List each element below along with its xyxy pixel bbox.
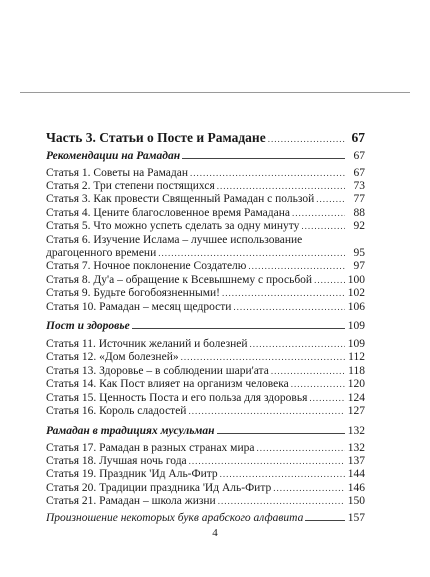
entry-title: Статья 14. Как Пост влияет на организм человека xyxy=(46,378,289,391)
dot-leader xyxy=(189,456,345,466)
entry-page: 146 xyxy=(347,481,365,494)
entry-title: Статья 16. Король сладостей xyxy=(46,404,187,417)
appendix-title: Произношение некоторых букв арабского алфавита xyxy=(46,512,304,524)
entry-page: 97 xyxy=(353,260,365,273)
entry-title: Статья 6. Изучение Ислама – лучшее использование xyxy=(46,233,303,246)
toc-appendix[interactable] xyxy=(46,512,365,524)
dot-leader xyxy=(220,469,345,479)
dot-leader xyxy=(218,496,345,506)
entry-title: драгоценного времени xyxy=(46,246,157,259)
entry-page: 77 xyxy=(353,193,365,206)
entry-title: Статья 15. Ценность Поста и его польза для здоровья xyxy=(46,391,308,404)
section-title: Рекомендации на Рамадан xyxy=(46,149,181,162)
entry-title: Статья 19. Праздник 'Ид Аль-Фитр xyxy=(46,468,218,481)
entry-page: 88 xyxy=(353,206,365,219)
toc-entry[interactable] xyxy=(46,193,365,205)
header-rule xyxy=(20,92,410,93)
entry-page: 118 xyxy=(348,364,365,377)
toc-entry[interactable] xyxy=(46,442,365,454)
toc-entry[interactable] xyxy=(46,260,365,272)
entry-title: Статья 13. Здоровье – в соблюдении шари'ата xyxy=(46,364,269,377)
dot-leader xyxy=(222,288,345,298)
toc-entry[interactable] xyxy=(46,378,365,390)
toc-section-heading[interactable] xyxy=(46,320,365,332)
section-rule xyxy=(182,157,345,159)
entry-page: 120 xyxy=(347,378,365,391)
entry-title: Статья 1. Советы на Рамадан xyxy=(46,166,188,179)
section-title: Рамадан в традициях мусульман xyxy=(46,424,215,437)
entry-page: 102 xyxy=(347,287,365,300)
toc-entry[interactable] xyxy=(46,274,365,286)
toc-entry[interactable] xyxy=(46,234,365,246)
entry-page: 92 xyxy=(353,220,365,233)
toc-entry[interactable] xyxy=(46,220,365,232)
entry-page: 144 xyxy=(347,468,365,481)
section-page: 109 xyxy=(347,320,365,333)
entry-title: Статья 20. Традиции праздника 'Ид Аль-Фитр xyxy=(46,481,272,494)
dot-leader xyxy=(301,221,345,231)
dot-leader xyxy=(316,194,345,204)
entry-page: 132 xyxy=(347,441,365,454)
part-page: 67 xyxy=(351,130,365,145)
section-page: 67 xyxy=(353,149,365,162)
entry-page: 124 xyxy=(347,391,365,404)
toc-section-heading[interactable] xyxy=(46,425,365,437)
entry-page: 112 xyxy=(348,351,365,364)
entry-page: 100 xyxy=(347,273,365,286)
dot-leader xyxy=(292,208,345,218)
toc-entry[interactable] xyxy=(46,495,365,507)
entry-title: Статья 11. Источник желаний и болезней xyxy=(46,338,248,350)
entry-title: Статья 3. Как провести Священный Рамадан с пользой xyxy=(46,193,315,206)
dot-leader xyxy=(190,168,345,178)
appendix-page: 157 xyxy=(347,512,365,524)
entry-title: Статья 5. Что можно успеть сделать за одну минуту xyxy=(46,220,300,233)
entry-page: 137 xyxy=(347,454,365,467)
section-title: Пост и здоровье xyxy=(46,320,130,333)
toc-entry[interactable] xyxy=(46,207,365,219)
dot-leader xyxy=(158,248,345,258)
dot-leader xyxy=(314,275,345,285)
toc-entry[interactable] xyxy=(46,482,365,494)
part-title: Часть 3. Статьи о Посте и Рамадане xyxy=(46,130,266,145)
toc-entry[interactable] xyxy=(46,247,365,259)
dot-leader xyxy=(248,261,345,271)
toc-entry[interactable] xyxy=(46,301,365,313)
appendix-rule xyxy=(305,519,345,521)
section-rule xyxy=(132,327,345,329)
entry-page: 109 xyxy=(347,338,365,350)
entry-title: Статья 2. Три степени постящихся xyxy=(46,180,215,192)
toc-entry[interactable] xyxy=(46,180,365,192)
toc-entry[interactable] xyxy=(46,392,365,404)
entry-title: Статья 18. Лучшая ночь года xyxy=(46,454,187,467)
toc-entry[interactable] xyxy=(46,468,365,480)
entry-title: Статья 9. Будьте богобоязненными! xyxy=(46,287,220,300)
dot-leader xyxy=(291,379,345,389)
toc-entry[interactable] xyxy=(46,351,365,363)
entry-page: 150 xyxy=(347,495,365,507)
dot-leader xyxy=(217,181,345,191)
toc-entry[interactable] xyxy=(46,455,365,467)
dot-leader xyxy=(181,352,345,362)
toc-entry[interactable] xyxy=(46,167,365,179)
dot-leader xyxy=(273,483,345,493)
toc-entry[interactable] xyxy=(46,365,365,377)
dot-leader xyxy=(268,134,345,144)
entry-page: 95 xyxy=(353,246,365,259)
section-page: 132 xyxy=(347,424,365,437)
entry-page: 127 xyxy=(347,404,365,417)
entry-page: 67 xyxy=(353,166,365,179)
toc-entry[interactable] xyxy=(46,338,365,350)
entry-page: 106 xyxy=(347,300,365,313)
entry-title: Статья 7. Ночное поклонение Создателю xyxy=(46,260,247,273)
section-rule xyxy=(217,432,345,434)
entry-title: Статья 8. Ду'а – обращение к Всевышнему с просьбой xyxy=(46,273,313,286)
entry-title: Статья 4. Цените благословенное время Рамадана xyxy=(46,206,291,219)
entry-page: 73 xyxy=(353,180,365,192)
dot-leader xyxy=(188,406,345,416)
dot-leader xyxy=(250,339,345,349)
toc-part-title[interactable] xyxy=(46,130,365,146)
dot-leader xyxy=(271,366,345,376)
entry-title: Статья 10. Рамадан – месяц щедрости xyxy=(46,300,232,313)
entry-title: Статья 21. Рамадан – школа жизни xyxy=(46,495,216,507)
dot-leader xyxy=(256,443,345,453)
entry-title: Статья 17. Рамадан в разных странах мира xyxy=(46,441,255,454)
entry-title: Статья 12. «Дом болезней» xyxy=(46,351,179,364)
toc-entry[interactable] xyxy=(46,287,365,299)
toc-entry[interactable] xyxy=(46,405,365,417)
dot-leader xyxy=(309,393,345,403)
page-number: 4 xyxy=(212,527,218,539)
toc-section-heading[interactable] xyxy=(46,150,365,162)
dot-leader xyxy=(233,302,345,312)
